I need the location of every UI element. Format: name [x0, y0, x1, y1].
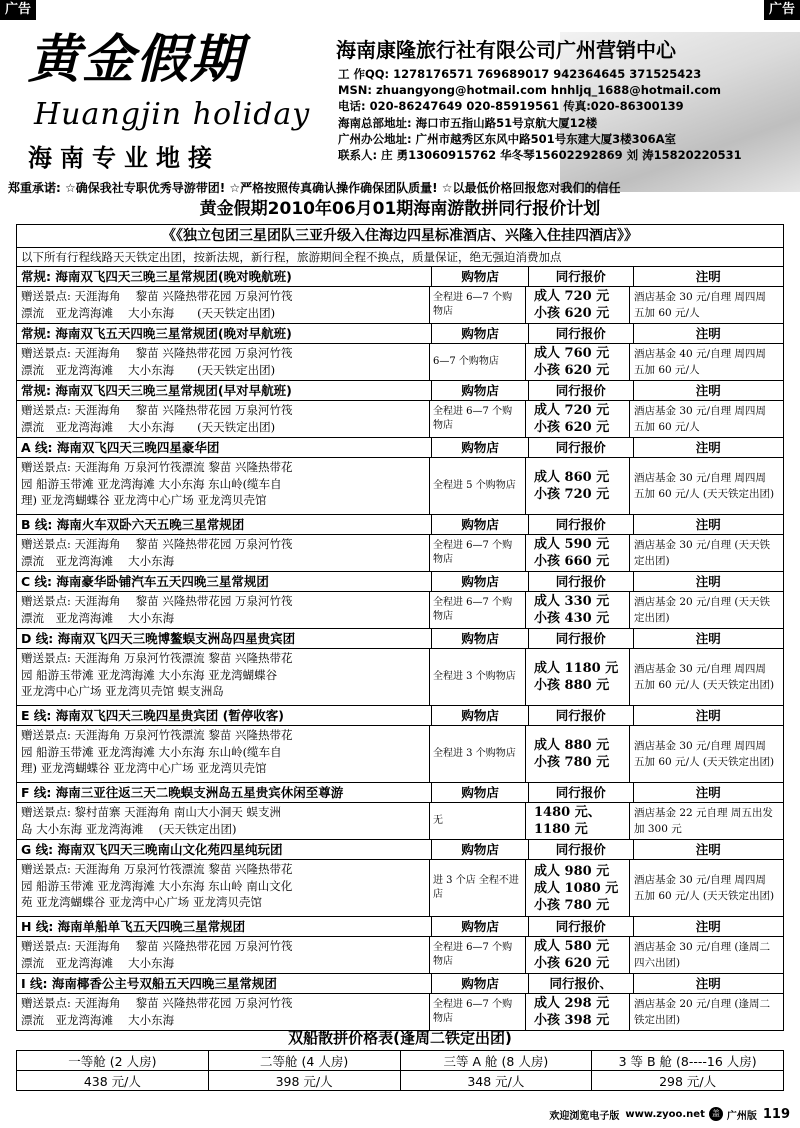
- table-header: 《《独立包团三星团队三亚升级入住海边四星标准酒店、兴隆入住挂四酒店》》: [17, 225, 783, 248]
- price-value: 小孩 780 元: [534, 897, 610, 913]
- price-header: 同行报价: [528, 381, 633, 400]
- price-info: [525, 994, 629, 1030]
- price-info: [525, 401, 629, 437]
- shop-header: 购物店: [431, 515, 528, 534]
- spots-line: 赠送景点: 天涯海角 黎苗 兴隆热带花园 万泉河竹筏: [21, 403, 293, 417]
- spots-line: 赠送景点: 天涯海角 黎苗 兴隆热带花园 万泉河竹筏: [21, 939, 293, 953]
- spots-line: 赠送景点: 天涯海角 万泉河竹筏漂流 黎苗 兴隆热带花: [21, 728, 293, 742]
- remark-info: 酒店基金 30 元/自理 周四周五加 60 元/人: [629, 401, 779, 437]
- price-info: [525, 535, 629, 571]
- logo-slogan: 海南专业地接: [28, 144, 220, 172]
- spots-line: 漂流 亚龙湾海滩 大小东海 (天天铁定出团): [21, 362, 276, 377]
- route-list: [17, 267, 783, 1030]
- footer: [549, 1104, 790, 1124]
- route-body: [17, 535, 783, 571]
- price-value: 小孩 620 元: [534, 420, 610, 435]
- spots-line: 赠送景点: 天涯海角 黎苗 兴隆热带花园 万泉河竹筏: [21, 996, 293, 1010]
- route-body: [17, 937, 783, 973]
- price-value: 成人 580 元: [534, 939, 610, 954]
- cruise-class-1: 一等舱 (2 人房): [17, 1051, 209, 1071]
- price-value: 小孩 720 元: [534, 487, 610, 502]
- company-name: 海南康隆旅行社有限公司广州营销中心: [336, 38, 676, 62]
- route-title: B 线: 海南火车双卧六天五晚三星常规团: [21, 517, 245, 532]
- price-value: 小孩 880 元: [534, 678, 610, 693]
- route-header: [17, 438, 783, 458]
- remark-info: 酒店基金 20 元/自理 (逢周二铁定出团): [629, 994, 779, 1030]
- spots-line: 漂流 亚龙湾海滩 大小东海: [21, 955, 175, 970]
- price-value: 成人 980 元: [534, 863, 610, 879]
- remark-header: 注明: [633, 515, 783, 534]
- remark-info: 酒店基金 30 元/自理 周四周五加 60 元/人: [629, 287, 779, 323]
- ad-tag-left: 广告: [0, 0, 36, 20]
- spots-line: 漂流 亚龙湾海滩 大小东海: [21, 1012, 175, 1027]
- cruise-class-3b: 3 等 B 舱 (8----16 人房): [592, 1051, 784, 1071]
- shop-header: 购物店: [431, 840, 528, 859]
- route-body: [17, 994, 783, 1030]
- route-title: 常规: 海南双飞五天四晚三星常规团(晚对早航班): [21, 326, 292, 341]
- route-block: [17, 381, 783, 438]
- price-value: 成人 720 元: [534, 403, 610, 418]
- route-title: C 线: 海南豪华卧铺汽车五天四晚三星常规团: [21, 574, 269, 589]
- route-spots: [17, 287, 429, 323]
- price-info: [525, 458, 629, 514]
- route-block: [17, 572, 783, 629]
- spots-line: 赠送景点: 天涯海角 黎苗 兴隆热带花园 万泉河竹筏: [21, 289, 293, 303]
- page-number: 119: [762, 1106, 790, 1122]
- spots-line: 理) 亚龙湾蝴蝶谷 亚龙湾中心广场 亚龙湾贝壳馆: [21, 493, 267, 507]
- shop-header: 购物店: [431, 572, 528, 591]
- price-value: 小孩 620 元: [534, 956, 610, 971]
- remark-header: 注明: [633, 974, 783, 993]
- price-value: 小孩 780 元: [534, 755, 610, 770]
- remark-header: 注明: [633, 572, 783, 591]
- route-spots: [17, 401, 429, 437]
- spots-line: 苑 亚龙湾蝴蝶谷 亚龙湾中心广场 亚龙湾贝壳馆: [21, 895, 262, 909]
- remark-info: 酒店基金 30 元/自理 (逢周二四六出团): [629, 937, 779, 973]
- route-block: [17, 629, 783, 706]
- route-block: [17, 324, 783, 381]
- route-header: [17, 381, 783, 401]
- price-header: 同行报价: [528, 706, 633, 725]
- spots-line: 园 船游玉带滩 亚龙湾海滩 大小东海 东山岭(缆车自: [21, 476, 282, 491]
- route-header: [17, 572, 783, 592]
- route-body: [17, 287, 783, 323]
- route-title: 常规: 海南双飞四天三晚三星常规团(晚对晚航班): [21, 269, 292, 284]
- remark-header: 注明: [633, 917, 783, 936]
- route-header: [17, 974, 783, 994]
- shop-info: 进 3 个店 全程不进店: [429, 860, 525, 916]
- route-spots: [17, 994, 429, 1030]
- price-info: [525, 803, 629, 839]
- price-value: 成人 330 元: [534, 594, 610, 609]
- cruise-header-row: [17, 1051, 784, 1071]
- price-header: 同行报价: [528, 917, 633, 936]
- shop-header: 购物店: [431, 267, 528, 286]
- price-info: [525, 344, 629, 380]
- route-spots: [17, 860, 429, 916]
- price-header: 同行报价: [528, 515, 633, 534]
- route-header: [17, 917, 783, 937]
- shop-header: 购物店: [431, 438, 528, 457]
- cruise-price-1: 438 元/人: [17, 1071, 209, 1091]
- route-block: [17, 840, 783, 917]
- contact-qq: 工 作QQ: 1278176571 769689017 942364645 371525423: [338, 67, 702, 81]
- route-block: [17, 515, 783, 572]
- cruise-price-row: [17, 1071, 784, 1091]
- route-title: I 线: 海南椰香公主号双船五天四晚三星常规团: [21, 976, 277, 991]
- route-block: [17, 974, 783, 1030]
- shop-info: 全程进 3 个购物店: [429, 649, 525, 705]
- route-spots: [17, 535, 429, 571]
- route-block: [17, 267, 783, 324]
- footer-text: 欢迎浏览电子版: [549, 1110, 620, 1122]
- header: [0, 22, 800, 180]
- spots-line: 漂流 亚龙湾海滩 大小东海 (天天铁定出团): [21, 419, 276, 434]
- route-body: [17, 726, 783, 782]
- route-spots: [17, 937, 429, 973]
- price-value: 成人 590 元: [534, 537, 610, 552]
- remark-header: 注明: [633, 267, 783, 286]
- remark-header: 注明: [633, 629, 783, 648]
- route-spots: [17, 592, 429, 628]
- shop-header: 购物店: [431, 974, 528, 993]
- price-value: 成人 720 元: [534, 289, 610, 304]
- contact-msn: MSN: zhuangyong@hotmail.com hnhljq_1688@hotmail.com: [338, 83, 722, 98]
- spots-line: 漂流 亚龙湾海滩 大小东海: [21, 610, 175, 625]
- route-header: [17, 706, 783, 726]
- shop-info: 全程进 6—7 个购物店: [429, 401, 525, 437]
- footer-edition: 广州版: [726, 1110, 757, 1122]
- spots-line: 漂流 亚龙湾海滩 大小东海: [21, 553, 175, 568]
- price-header: 同行报价: [528, 438, 633, 457]
- route-header: [17, 840, 783, 860]
- price-value: 小孩 398 元: [534, 1013, 610, 1028]
- price-value: 小孩 620 元: [534, 363, 610, 378]
- price-value: 成人 1180 元: [534, 661, 619, 676]
- remark-info: 酒店基金 30 元/自理 周四周五加 60 元/人 (天天铁定出团): [629, 726, 779, 782]
- route-body: [17, 401, 783, 437]
- shop-header: 购物店: [431, 324, 528, 343]
- price-value: 成人 298 元: [534, 996, 610, 1011]
- price-info: [525, 287, 629, 323]
- logo-english: Huangjin holiday: [34, 97, 311, 132]
- spots-line: 园 船游玉带滩 亚龙湾海滩 大小东海 亚龙湾蝴蝶谷: [21, 667, 278, 682]
- price-info: [525, 860, 629, 916]
- remark-header: 注明: [633, 324, 783, 343]
- spots-line: 赠送景点: 天涯海角 万泉河竹筏漂流 黎苗 兴隆热带花: [21, 651, 293, 665]
- spots-line: 赠送景点: 天涯海角 黎苗 兴隆热带花园 万泉河竹筏: [21, 594, 293, 608]
- shop-info: 全程进 6—7 个购物店: [429, 994, 525, 1030]
- shop-info: 全程进 6—7 个购物店: [429, 287, 525, 323]
- plan-title: 黄金假期2010年06月01期海南游散拼同行报价计划: [199, 199, 601, 219]
- spots-line: 亚龙湾中心广场 亚龙湾贝壳馆 蜈支洲岛: [21, 684, 224, 698]
- footer-url-link[interactable]: www.zyoo.net: [625, 1108, 705, 1120]
- price-info: [525, 937, 629, 973]
- shop-info: 全程进 3 个购物店: [429, 726, 525, 782]
- route-title: A 线: 海南双飞四天三晚四星豪华团: [21, 440, 220, 455]
- spots-line: 漂流 亚龙湾海滩 大小东海 (天天铁定出团): [21, 305, 276, 320]
- route-block: [17, 917, 783, 974]
- route-body: [17, 649, 783, 705]
- shop-info: 全程进 5 个购物店: [429, 458, 525, 514]
- zyoo-logo-icon: 盖: [709, 1107, 723, 1121]
- spots-line: 园 船游玉带滩 亚龙湾海滩 大小东海 东山岭(缆车自: [21, 744, 282, 759]
- route-header: [17, 783, 783, 803]
- route-title: G 线: 海南双飞四天三晚南山文化苑四星纯玩团: [21, 842, 283, 857]
- shop-info: 6—7 个购物店: [429, 344, 525, 380]
- contact-persons: 联系人: 庄 勇13060915762 华冬琴15602292869 刘 涛15820220531: [338, 148, 742, 163]
- price-header: 同行报价: [528, 267, 633, 286]
- remark-info: 酒店基金 30 元/自理 (天天铁定出团): [629, 535, 779, 571]
- route-header: [17, 515, 783, 535]
- shop-header: 购物店: [431, 381, 528, 400]
- price-header: 同行报价、: [528, 974, 633, 993]
- shop-header: 购物店: [431, 629, 528, 648]
- route-title: H 线: 海南单船单飞五天四晚三星常规团: [21, 919, 246, 934]
- route-title: F 线: 海南三亚往返三天二晚蜈支洲岛五星贵宾休闲至尊游: [21, 785, 344, 800]
- price-header: 同行报价: [528, 572, 633, 591]
- remark-header: 注明: [633, 783, 783, 802]
- spots-line: 赠送景点: 天涯海角 黎苗 兴隆热带花园 万泉河竹筏: [21, 346, 293, 360]
- route-header: [17, 267, 783, 287]
- route-block: [17, 783, 783, 840]
- cruise-price-table: [16, 1050, 784, 1091]
- route-body: [17, 344, 783, 380]
- cruise-title: 双船散拼价格表(逢周二铁定出团): [288, 1029, 512, 1047]
- route-body: [17, 860, 783, 916]
- route-header: [17, 324, 783, 344]
- cruise-price-2: 398 元/人: [208, 1071, 400, 1091]
- price-value: 小孩 660 元: [534, 554, 610, 569]
- price-value: 小孩 430 元: [534, 611, 610, 626]
- price-value: 成人 880 元: [534, 738, 610, 753]
- route-block: [17, 706, 783, 783]
- logo-chinese: 黄金假期: [28, 29, 245, 90]
- remark-info: 酒店基金 30 元/自理 周四周五加 60 元/人 (天天铁定出团): [629, 860, 779, 916]
- cruise-price-3b: 298 元/人: [592, 1071, 784, 1091]
- route-title: D 线: 海南双飞四天三晚博鳌蜈支洲岛四星贵宾团: [21, 631, 296, 646]
- remark-header: 注明: [633, 706, 783, 725]
- shop-header: 购物店: [431, 706, 528, 725]
- price-value: 1480 元、: [534, 805, 601, 820]
- spots-line: 赠送景点: 黎村苗寨 天涯海角 南山大小洞天 蜈支洲: [21, 805, 281, 819]
- route-title: 常规: 海南双飞四天三晚三星常规团(早对早航班): [21, 383, 292, 398]
- ad-tag-right: 广告: [764, 0, 800, 20]
- route-spots: [17, 344, 429, 380]
- price-header: 同行报价: [528, 324, 633, 343]
- route-spots: [17, 726, 429, 782]
- price-value: 成人 760 元: [534, 346, 610, 361]
- cruise-class-2: 二等舱 (4 人房): [208, 1051, 400, 1071]
- remark-info: 酒店基金 30 元/自理 周四周五加 60 元/人 (天天铁定出团): [629, 458, 779, 514]
- remark-info: 酒店基金 20 元/自理 (天天铁定出团): [629, 592, 779, 628]
- price-info: [525, 592, 629, 628]
- spots-line: 赠送景点: 天涯海角 万泉河竹筏漂流 黎苗 兴隆热带花: [21, 460, 293, 474]
- price-info: [525, 726, 629, 782]
- route-header: [17, 629, 783, 649]
- price-value: 成人 860 元: [534, 470, 610, 485]
- route-title: E 线: 海南双飞四天三晚四星贵宾团 (暂停收客): [21, 708, 285, 723]
- remark-header: 注明: [633, 381, 783, 400]
- shop-header: 购物店: [431, 783, 528, 802]
- price-header: 同行报价: [528, 840, 633, 859]
- route-spots: [17, 649, 429, 705]
- price-table: [16, 224, 784, 1031]
- remark-info: 酒店基金 22 元自理 周五出发加 300 元: [629, 803, 779, 839]
- contact-info: [338, 66, 742, 163]
- spots-line: 理) 亚龙湾蝴蝶谷 亚龙湾中心广场 亚龙湾贝壳馆: [21, 761, 267, 775]
- spots-line: 岛 大小东海 亚龙湾海滩 (天天铁定出团): [21, 821, 237, 836]
- remark-header: 注明: [633, 840, 783, 859]
- remark-info: 酒店基金 30 元/自理 周四周五加 60 元/人 (天天铁定出团): [629, 649, 779, 705]
- cruise-price-3a: 348 元/人: [400, 1071, 592, 1091]
- shop-header: 购物店: [431, 917, 528, 936]
- shop-info: 全程进 6—7 个购物店: [429, 937, 525, 973]
- table-note: 以下所有行程线路天天铁定出团，按新法规，新行程，旅游期间全程不换点，质量保证，绝无强迫消费加点: [17, 248, 783, 267]
- price-header: 同行报价: [528, 783, 633, 802]
- spots-line: 园 船游玉带滩 亚龙湾海滩 大小东海 东山岭 南山文化: [21, 878, 293, 893]
- route-spots: [17, 803, 429, 839]
- price-value: 成人 1080 元: [534, 880, 619, 896]
- price-info: [525, 649, 629, 705]
- contact-phone: 电话: 020-86247649 020-85919561 传真:020-86300139: [338, 99, 684, 114]
- remark-header: 注明: [633, 438, 783, 457]
- spots-line: 赠送景点: 天涯海角 黎苗 兴隆热带花园 万泉河竹筏: [21, 537, 293, 551]
- route-spots: [17, 458, 429, 514]
- route-body: [17, 458, 783, 514]
- route-body: [17, 592, 783, 628]
- contact-gz-address: 广州办公地址: 广州市越秀区东风中路501号东建大厦3楼306A室: [338, 131, 677, 146]
- shop-info: 全程进 6—7 个购物店: [429, 535, 525, 571]
- price-value: 1180 元: [534, 822, 588, 837]
- spots-line: 赠送景点: 天涯海角 万泉河竹筏漂流 黎苗 兴隆热带花: [21, 862, 293, 876]
- promise-line: 郑重承诺: ☆确保我社专职优秀导游带团! ☆严格按照传真确认操作确保团队质量! ☆以最低价格回报您对我们的信任: [8, 181, 621, 195]
- route-body: [17, 803, 783, 839]
- route-block: [17, 438, 783, 515]
- price-value: 小孩 620 元: [534, 306, 610, 321]
- shop-info: 无: [429, 803, 525, 839]
- shop-info: 全程进 6—7 个购物店: [429, 592, 525, 628]
- price-header: 同行报价: [528, 629, 633, 648]
- contact-hq-address: 海南总部地址: 海口市五指山路51号京航大厦12楼: [338, 115, 598, 130]
- cruise-class-3a: 三等 A 舱 (8 人房): [400, 1051, 592, 1071]
- remark-info: 酒店基金 40 元/自理 周四周五加 60 元/人: [629, 344, 779, 380]
